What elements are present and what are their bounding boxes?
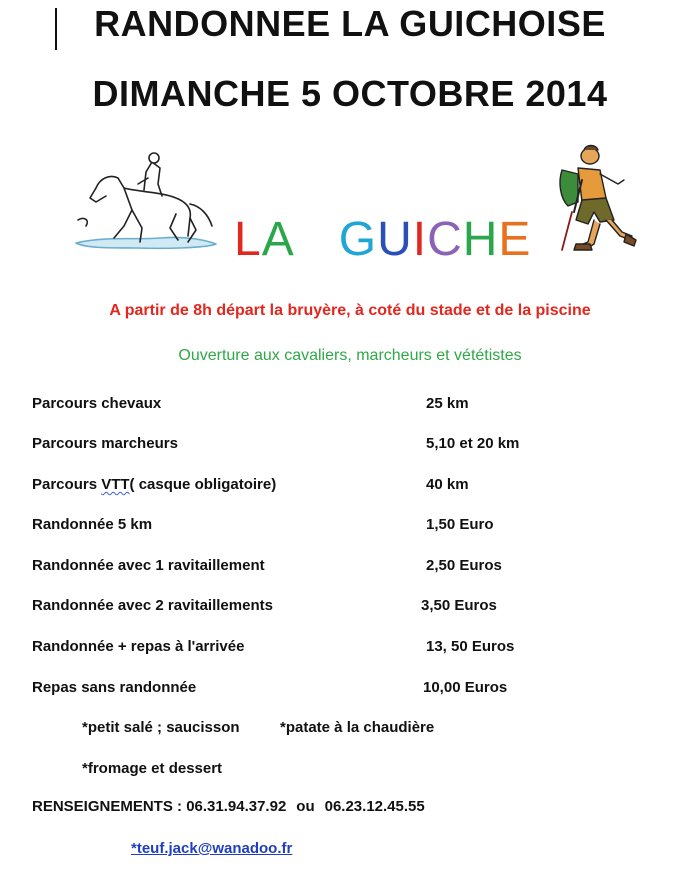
- village-banner: [234, 210, 531, 270]
- row-label-part: ( casque obligatoire): [129, 476, 277, 493]
- row-label: Randonnée avec 2 ravitaillements: [32, 597, 273, 614]
- contact-info: [32, 798, 425, 815]
- row-value: 5,10 et 20 km: [426, 435, 520, 452]
- banner-letter: G: [338, 213, 378, 266]
- row-value: 1,50 Euro: [426, 516, 494, 533]
- row-label: Randonnée avec 1 ravitaillement: [32, 557, 265, 574]
- table-row: [32, 514, 672, 536]
- banner-letter: I: [412, 213, 428, 266]
- departure-info: A partir de 8h départ la bruyère, à coté du stade et de la piscine: [109, 302, 591, 319]
- banner-letter: E: [498, 213, 532, 266]
- event-date: DIMANCHE 5 OCTOBRE 2014: [92, 73, 608, 114]
- row-label: Repas sans randonnée: [32, 679, 197, 696]
- menu-item: *petit salé ; saucisson: [82, 719, 240, 736]
- row-value: 13, 50 Euros: [426, 638, 515, 655]
- menu-item: *patate à la chaudière: [280, 719, 435, 736]
- table-row: [32, 555, 672, 577]
- row-value: 40 km: [426, 476, 469, 493]
- contact-separator: ou: [296, 798, 315, 815]
- table-row: [32, 433, 672, 455]
- row-label-part: VTT: [101, 476, 130, 493]
- banner-letter: L: [234, 213, 262, 266]
- horse-rider-icon: [66, 148, 226, 258]
- row-value: 3,50 Euros: [421, 597, 497, 614]
- banner-letter: A: [261, 213, 295, 266]
- row-value: 2,50 Euros: [426, 557, 502, 574]
- row-label: Randonnée + repas à l'arrivée: [32, 638, 245, 655]
- hiker-icon: [548, 140, 640, 260]
- row-label: [32, 474, 276, 496]
- row-label: Parcours marcheurs: [32, 435, 178, 452]
- banner-letter: H: [462, 213, 499, 266]
- banner-letter: C: [427, 213, 463, 266]
- banner-letter: U: [377, 213, 413, 266]
- menu-item: *fromage et dessert: [82, 760, 223, 777]
- contact-label: RENSEIGNEMENTS :: [32, 798, 187, 815]
- opening-info: Ouverture aux cavaliers, marcheurs et vététistes: [178, 347, 522, 364]
- row-label: Parcours chevaux: [32, 395, 162, 412]
- email-link[interactable]: *teuf.jack@wanadoo.fr: [131, 840, 293, 857]
- table-row: [32, 636, 672, 658]
- phone-number: 06.31.94.37.92: [186, 798, 287, 815]
- table-row: [32, 595, 672, 617]
- table-row: [32, 677, 672, 699]
- table-row: [32, 393, 672, 415]
- phone-number: 06.23.12.45.55: [324, 798, 425, 815]
- row-value: 25 km: [426, 395, 469, 412]
- table-row: [32, 474, 672, 496]
- row-value: 10,00 Euros: [423, 679, 508, 696]
- page-title: RANDONNEE LA GUICHOISE: [94, 3, 606, 44]
- row-label-part: Parcours: [32, 476, 102, 493]
- row-label: Randonnée 5 km: [32, 516, 153, 533]
